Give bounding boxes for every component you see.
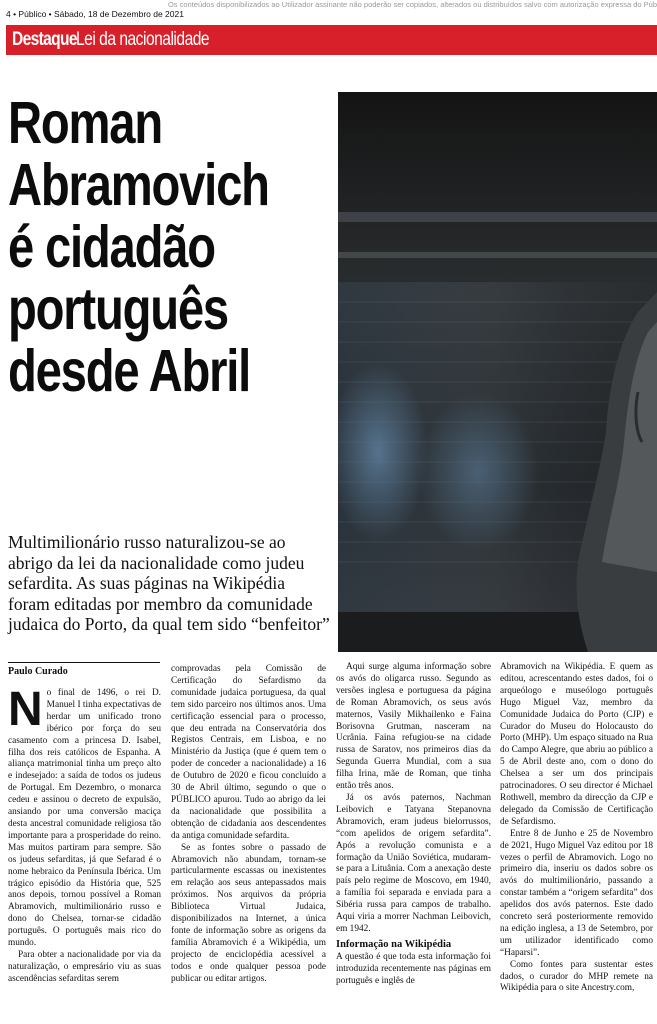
headline — [8, 92, 338, 402]
article-paragraph: Para obter a nacionalidade por via da naturalização, o empresário viu as suas ascendências sefarditas serem — [8, 949, 161, 984]
section-kicker: Destaque — [12, 29, 77, 50]
article-column-2 — [171, 664, 326, 985]
article-paragraph: Aqui surge alguma informação sobre os avós do oligarca russo. Segundo as versões inglesa e portuguesa da página de Roman Abramovich, os seus avós maternos, Vasily Mikhailenko e Faina Borisovna Grutman, nasceram na Ucrânia. Faina refugiou-se na cidade russa de Saratov, nos primeiros dias da Segunda Guerra Mundial, com a sua filha Irina, mãe de Roman, que tinha então três anos. — [336, 662, 491, 792]
section-topic: Lei da nacionalidade — [76, 29, 210, 50]
article-column-1 — [8, 683, 161, 986]
article-paragraph: Já os avós paternos, Nachman Leibovich e Tatyana Stepanovna Abramovich, eram judeus bielorrussos, “com apelidos de origem sefardita”. Após a revolução comunista e a formação da União Soviética, mudaram-se para a Lituânia. Com a anexação deste país pelo regime de Moscovo, em 1940, a família foi separada e enviada para a Sibéria russa para campos de trabalho. Aqui viria a morrer Nachman Leibovich, em 1942. — [336, 792, 491, 934]
article-paragraph: Entre 8 de Junho e 25 de Novembro de 2021, Hugo Miguel Vaz editou por 18 vezes o perfil de Abramovich. Logo no primeiro dia, inseriu os dados sobre os avós do multimilionário, passando a constar também a “origem sefardita” dos apelidos dos avós paternos. Este dado concreto será posteriormente removido na edição inglesa, a 13 de Setembro, por um utilizador identificado como “Haparsi”. — [500, 828, 653, 958]
article-photo — [338, 92, 657, 652]
section-subhead: Informação na Wikipédia — [336, 938, 452, 950]
byline-rule — [8, 662, 160, 663]
article-column-4 — [500, 662, 653, 995]
page-folio: 4 • Público • Sábado, 18 de Dezembro de 2021 — [6, 9, 184, 19]
drop-cap: N — [8, 683, 43, 736]
lead-paragraph: Multimilionário russo naturalizou-se ao abrigo da lei da nacionalidade como judeu sefardita. As suas páginas na Wikipédia foram editadas por membro da comunidade judaica do Porto, da qual tem sido “benfeitor” — [8, 532, 330, 634]
headline-line: desde Abril — [8, 338, 251, 404]
article-paragraph: Se as fontes sobre o passado de Abramovich não abundam, tornam-se particularmente escassas ou inexistentes em relação aos seus antepassados mais próximos. Nos arquivos da própria Biblioteca Virtual Judaica, disponibilizados na Internet, a única fonte de informação sobre as origens da família Abramovich é a Wikipédia, um projecto de enciclopédia acessível a todos e onde qualquer pessoa pode publicar ou editar artigos. — [171, 842, 326, 984]
article-paragraph: A questão é que toda esta informação foi introduzida recentemente nas páginas em português e inglês de — [336, 951, 491, 986]
article-paragraph: Abramovich na Wikipédia. E quem as editou, acrescentando estes dados, foi o arqueólogo e museólogo português Hugo Miguel Vaz, membro da Comunidade Judaica do Porto (CJP) e Curador do Museu do Holocausto do Porto (MHP). Um espaço situado na Rua do Campo Alegre, que abriu ao público a 5 de Abril deste ano, com o dono do Chelsea a ser um dos principais patrocinadores. O seu director é Michael Rothwell, membro da direcção da CJP e delegado da Comissão de Certificação de Sefardismo. — [500, 662, 653, 827]
article-paragraph: comprovadas pela Comissão de Certificação do Sefardismo da comunidade judaica portuguesa, da qual tem sido parceiro nos últimos anos. Uma certificação essencial para o processo, que deu entrada na Conservatória dos Registos Centrais, em Lisboa, e no Ministério da Justiça (que é quem tem o poder de conceder a nacionalidade) a 16 de Outubro de 2020 e ficou concluído a 30 de Abril último, segundo o que o PÚBLICO apurou. Tudo ao abrigo da lei da nacionalidade que possibilita a obtenção de cidadania aos descendentes da antiga comunidade sefardita. — [171, 664, 326, 841]
article-paragraph: Como fontes para sustentar estes dados, o curador do MHP remete na Wikipédia para o site Ancestry.com, — [500, 959, 653, 994]
copyright-notice: Os conteúdos disponibilizados ao Utilizador assinante não poderão ser copiados, alterados ou distribuídos salvo com autorização expressa do Púb — [167, 0, 657, 9]
headline-line: Abramovich — [8, 152, 269, 218]
paragraph-text: o final de 1496, o rei D. Manuel I tinha expectativas de herdar um unificado trono ibérico por força do seu casamento com a princesa D. Isabel, filha dos reis católicos de Espanha. A aliança matrimonial tinha um preço alto e indesejado: a saída de todos os judeus de Portugal. Em Dezembro, o monarca cedeu e assinou o decreto de expulsão, ansiando por uma conversão maciça desta ancestral comunidade religiosa tão importante para a prosperidade do reino. Mas muitos partiram para sempre. São os judeus sefarditas, já que Sefarad é o nome hebraico da Península Ibérica. Um trágico episódio da História que, 525 anos depois, tornou possível a Roman Abramovich, multimilionário russo e dono do Chelsea, tornar-se cidadão português. O português mais rico do mundo. — [8, 688, 161, 949]
headline-line: português — [8, 276, 228, 342]
article-column-3 — [336, 662, 491, 988]
section-banner — [6, 25, 657, 55]
headline-line: é cidadão — [8, 214, 215, 280]
headline-line: Roman — [8, 90, 162, 156]
article-paragraph — [8, 683, 161, 950]
byline: Paulo Curado — [8, 666, 68, 677]
